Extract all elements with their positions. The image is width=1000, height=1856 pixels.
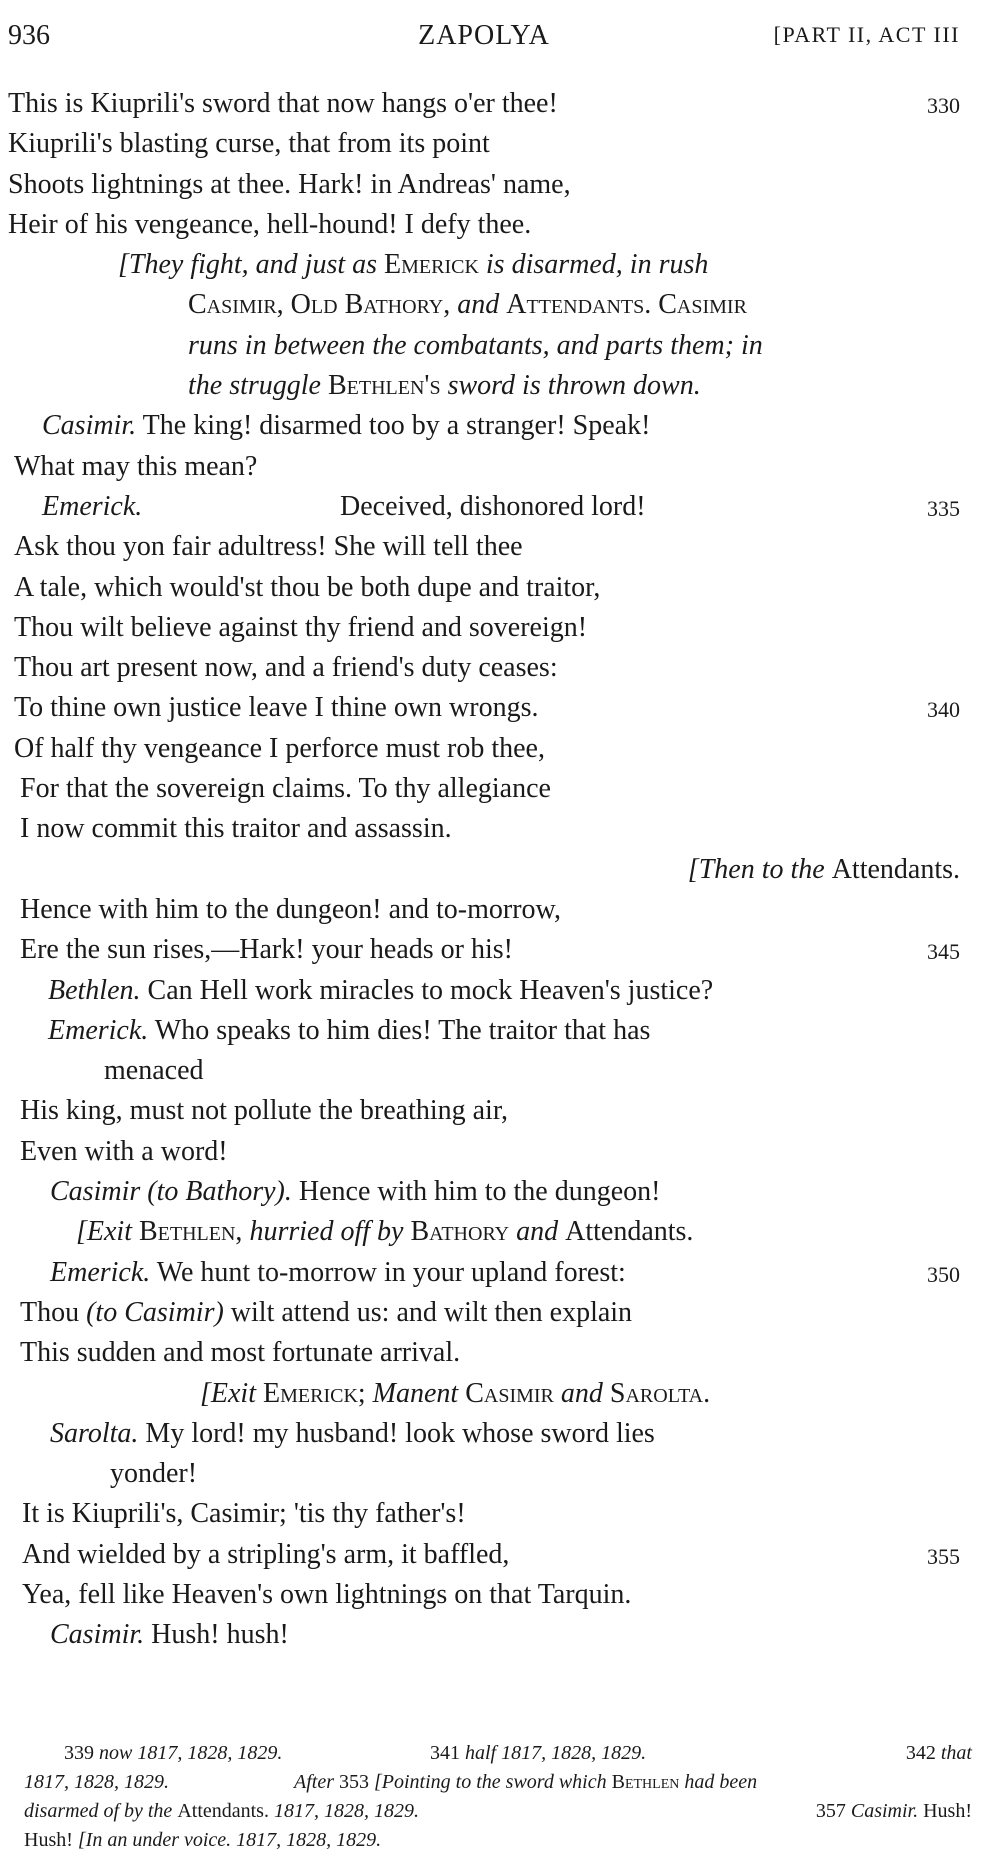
stage-direction: [Then to the Attendants. — [687, 853, 960, 885]
stage-direction: runs in between the combatants, and parts them; in — [188, 329, 763, 361]
verse-line: His king, must not pollute the breathing air, — [20, 1095, 509, 1127]
verse-line: yonder! — [110, 1458, 198, 1490]
textual-footnotes — [24, 1740, 972, 1856]
verse-line: Hence with him to the dungeon! and to-morrow, — [20, 893, 561, 925]
speech-line: Emerick. Deceived, dishonored lord! 335 — [0, 487, 1000, 527]
verse-body — [0, 84, 1000, 1656]
stage-direction: [They fight, and just as Emerick is disarmed, in rush — [118, 249, 709, 281]
line-number: 355 — [927, 1543, 960, 1569]
verse-line: This is Kiuprili's sword that now hangs o'er thee! 330 — [0, 84, 1000, 124]
verse-line: I now commit this traitor and assassin. — [20, 813, 452, 845]
speaker-name: Sarolta. — [50, 1417, 139, 1449]
verse-line: It is Kiuprili's, Casimir; 'tis thy father's! — [22, 1498, 466, 1530]
verse-line: Ere the sun rises,—Hark! your heads or his! 345 — [0, 930, 1000, 970]
verse-line: A tale, which would'st thou be both dupe and traitor, — [14, 571, 601, 603]
speech-line: Emerick. We hunt to-morrow in your upland forest: 350 — [0, 1253, 1000, 1293]
speaker-name: Casimir. — [42, 410, 137, 442]
speech-line: Casimir. The king! disarmed too by a stranger! Speak! — [42, 410, 651, 442]
verse-line: Yea, fell like Heaven's own lightnings on that Tarquin. — [22, 1578, 632, 1610]
stage-direction: [Exit Emerick; Manent Casimir and Sarolta. — [200, 1377, 711, 1409]
line-number: 330 — [927, 93, 960, 118]
running-header — [8, 20, 960, 60]
verse-line: Kiuprili's blasting curse, that from its point — [8, 128, 490, 160]
stage-direction: the struggle Bethlen's sword is thrown down. — [188, 370, 701, 402]
line-number: 350 — [927, 1261, 960, 1287]
speech-line: Bethlen. Can Hell work miracles to mock Heaven's justice? — [48, 974, 714, 1006]
footnote-line: Hush! [In an under voice. 1817, 1828, 1829. — [24, 1829, 382, 1851]
page-title: ZAPOLYA — [418, 20, 550, 51]
verse-line: What may this mean? — [14, 450, 258, 482]
speech-line: Sarolta. My lord! my husband! look whose sword lies — [50, 1417, 655, 1449]
speaker-name: Emerick. — [50, 1256, 151, 1288]
page-number: 936 — [8, 20, 50, 51]
footnote-line: 1817, 1828, 1829. After 353 [Pointing to the sword which Bethlen had been — [24, 1771, 758, 1793]
speaker-name: Bethlen. — [48, 974, 141, 1006]
verse-line: Thou wilt believe against thy friend and sovereign! — [14, 611, 588, 643]
verse-line: menaced — [104, 1055, 204, 1087]
speech-line: Emerick. Who speaks to him dies! The traitor that has — [48, 1014, 651, 1046]
stage-direction: Casimir, Old Bathory, and Attendants. Casimir — [188, 289, 747, 321]
line-number: 340 — [927, 697, 960, 723]
footnote-line: disarmed of by the Attendants. 1817, 1828, 1829. 357 Casimir. Hush! — [24, 1800, 972, 1822]
verse-line: To thine own justice leave I thine own wrongs. 340 — [0, 688, 1000, 728]
speech-line: Casimir (to Bathory). Hence with him to the dungeon! — [50, 1176, 661, 1208]
verse-line: Shoots lightnings at thee. Hark! in Andreas' name, — [8, 168, 571, 200]
speaker-name: Casimir — [50, 1176, 141, 1208]
verse-line: Thou (to Casimir) wilt attend us: and wilt then explain — [20, 1296, 633, 1328]
speaker-name: Emerick. — [42, 490, 143, 522]
part-act-label: [PART II, ACT III — [773, 22, 960, 47]
verse-line: Ask thou yon fair adultress! She will tell thee — [14, 531, 523, 563]
verse-line: Of half thy vengeance I perforce must rob thee, — [14, 732, 545, 764]
speaker-name: Casimir. — [50, 1619, 145, 1651]
verse-line: And wielded by a stripling's arm, it baffled, 355 — [0, 1535, 1000, 1575]
verse-line: Heir of his vengeance, hell-hound! I defy thee. — [8, 208, 532, 240]
line-number: 335 — [927, 495, 960, 521]
speaker-name: Emerick. — [48, 1014, 149, 1046]
verse-line: For that the sovereign claims. To thy allegiance — [20, 773, 551, 805]
verse-line: Even with a word! — [20, 1135, 228, 1167]
verse-line: Thou art present now, and a friend's duty ceases: — [14, 652, 558, 684]
verse-line: This sudden and most fortunate arrival. — [20, 1337, 461, 1369]
speech-line: Casimir. Hush! hush! — [50, 1619, 289, 1651]
stage-direction: [Exit Bethlen, hurried off by Bathory and Attendants. — [76, 1216, 694, 1248]
line-number: 345 — [927, 939, 960, 965]
footnote-line: 339 now 1817, 1828, 1829. 341 half 1817, 1828, 1829. 342 that — [64, 1742, 972, 1764]
